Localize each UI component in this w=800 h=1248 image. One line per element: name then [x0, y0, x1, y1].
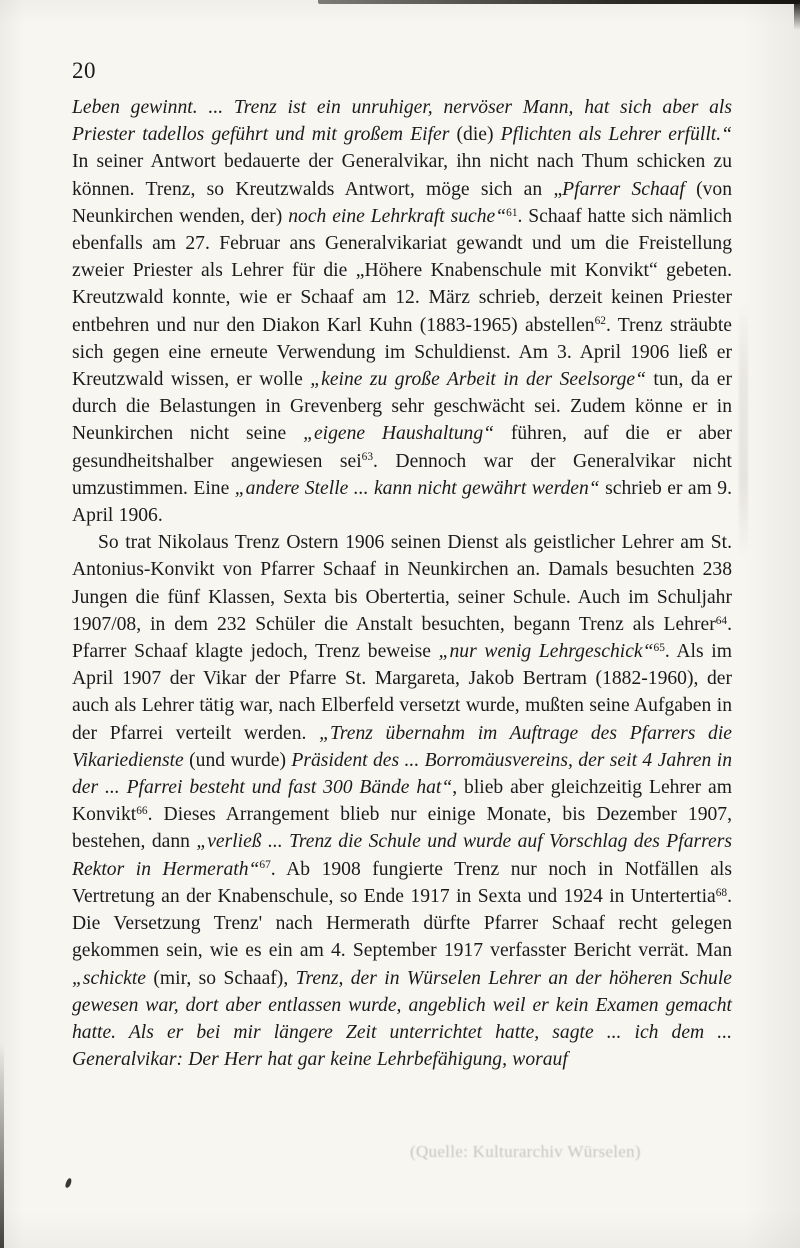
body-run: führen, auf die er aber gesundheitshalber angewiesen sei: [72, 423, 732, 472]
show-through-text: (Quelle: Kulturarchiv Würselen): [410, 1142, 641, 1161]
show-through-streak: [739, 300, 748, 560]
body-run: . Die Versetzung Trenz' nach Hermerath dürfte Pfarrer Schaaf recht gelegen gekommen sein, wie es ein am 4. September 1917 verfasster Bericht verrät. Man: [72, 885, 732, 962]
body-run: . Ab 1908 fungierte Trenz nur noch in Notfällen als Vertretung an der Knabenschule, so Ende 1917 in Sexta und 1924 in Untertertia: [72, 858, 732, 907]
quoted-text: „nur wenig Lehrgeschick“: [438, 641, 654, 663]
body-run: , blieb aber gleichzeitig Lehrer am Konvikt: [72, 777, 732, 826]
body-run: . Dieses Arrangement blieb nur einige Monate, bis Dezember 1907, bestehen, dann: [72, 804, 732, 853]
page-number: 20: [72, 58, 96, 83]
body-run: . Schaaf hatte sich nämlich ebenfalls am 27. Februar ans Generalvikariat gewandt und um die Freistellung zweier Priester als Lehrer für die „Höhere Knabenschule mit Konvikt“ gebeten. Kreutzwald konnte, wie er Schaaf am 12. März schrieb, derzeit keinen Priester entbehren und nur den Diakon Karl Kuhn (1883-1965) abstellen: [72, 205, 732, 336]
scan-edge-top: [318, 0, 800, 4]
quoted-text: „Trenz übernahm im Auftrage des Pfarrers die Vikariedienste: [72, 722, 732, 771]
quoted-text: noch eine Lehrkraft suche“: [288, 205, 507, 227]
paragraph: [72, 529, 732, 1073]
scan-speck: [65, 1178, 72, 1189]
body-run: tun, da er durch die Belastungen in Grevenberg sehr geschwächt sei. Zudem könne er in Neunkirchen nicht seine: [72, 369, 733, 445]
paragraph: [72, 94, 732, 529]
footnote-marker: 63: [361, 451, 374, 464]
footnote-marker: 62: [594, 315, 606, 328]
body-run: In seiner Antwort bedauerte der Generalvikar, ihn nicht nach Thum schicken zu können. Trenz, so Kreutzwalds Antwort, möge sich an „: [72, 151, 732, 200]
body-run: . Dennoch war der Generalvikar nicht umzustimmen. Eine: [72, 450, 733, 499]
quoted-text: Trenz, der in Würselen Lehrer an der höheren Schule gewesen war, dort aber entlassen wurde, angeblich weil er kein Examen gemacht hatte. Als er bei mir längere Zeit unterrichtet hatte, sagte ... ich dem ... Generalvikar: Der Herr hat gar keine Lehrbefähigung, worauf: [72, 967, 732, 1071]
footnote-marker: 67: [259, 859, 271, 872]
scan-edge-left: [0, 1043, 4, 1248]
body-run: schrieb er am 9. April 1906.: [72, 477, 732, 527]
body-run: (und wurde): [189, 749, 292, 771]
quoted-text: Pfarrer Schaaf: [562, 178, 697, 200]
footnote-marker: 68: [715, 886, 728, 899]
quoted-text: „eigene Haushaltung“: [303, 423, 495, 445]
quoted-text: „keine zu große Arbeit in der Seelsorge“: [310, 369, 646, 391]
body-run: So trat Nikolaus Trenz Ostern 1906 seinen Dienst als geistlicher Lehrer am St. Antonius-Konvikt von Pfarrer Schaaf in Neunkirchen an. Damals besuchten 238 Jungen die fünf Klassen, Sexta bis Obertertia, seiner Schule. Auch im Schuljahr 1907/08, in dem 232 Schüler die Anstalt besuchten, begann Trenz als Lehrer: [72, 532, 732, 635]
quoted-text: „verließ ... Trenz die Schule und wurde auf Vorschlag des Pfarrers Rektor in Hermerath“: [72, 831, 732, 880]
footnote-marker: 65: [653, 641, 665, 654]
body-text: [72, 94, 732, 1073]
quoted-text: Pflichten als Lehrer erfüllt.“: [500, 124, 733, 146]
quoted-text: Präsident des ... Borromäusvereins, der seit 4 Jahren in der ... Pfarrei besteht und fast 300 Bände hat“: [72, 749, 732, 799]
body-run: . Als im April 1907 der Vikar der Pfarre St. Margareta, Jakob Bertram (1882-1960), der auch als Lehrer tätig war, nach Elberfeld versetzt wurde, mußten seine Aufgaben in der Pfarrei verteilt werden.: [72, 641, 732, 744]
quoted-text: „schickte: [72, 967, 154, 989]
quoted-text: „andere Stelle ... kann nicht gewährt werden“: [234, 477, 600, 499]
footnote-marker: 66: [136, 805, 148, 818]
body-run: (die): [456, 124, 501, 146]
body-run: (mir, so Schaaf),: [153, 967, 296, 989]
quoted-text: Leben gewinnt. ... Trenz ist ein unruhiger, nervöser Mann, hat sich aber als Priester tadellos geführt und mit großem Eifer: [72, 97, 732, 146]
body-run: (von Neunkirchen wenden, der): [72, 178, 733, 227]
footnote-marker: 61: [506, 206, 518, 219]
footnote-marker: 64: [715, 614, 728, 627]
body-run: . Trenz sträubte sich gegen eine erneute Verwendung im Schuldienst. Am 3. April 1906 ließ er Kreutzwald wissen, er wolle: [72, 314, 732, 391]
scan-edge-right: [794, 0, 800, 30]
body-run: . Pfarrer Schaaf klagte jedoch, Trenz beweise: [72, 613, 732, 663]
